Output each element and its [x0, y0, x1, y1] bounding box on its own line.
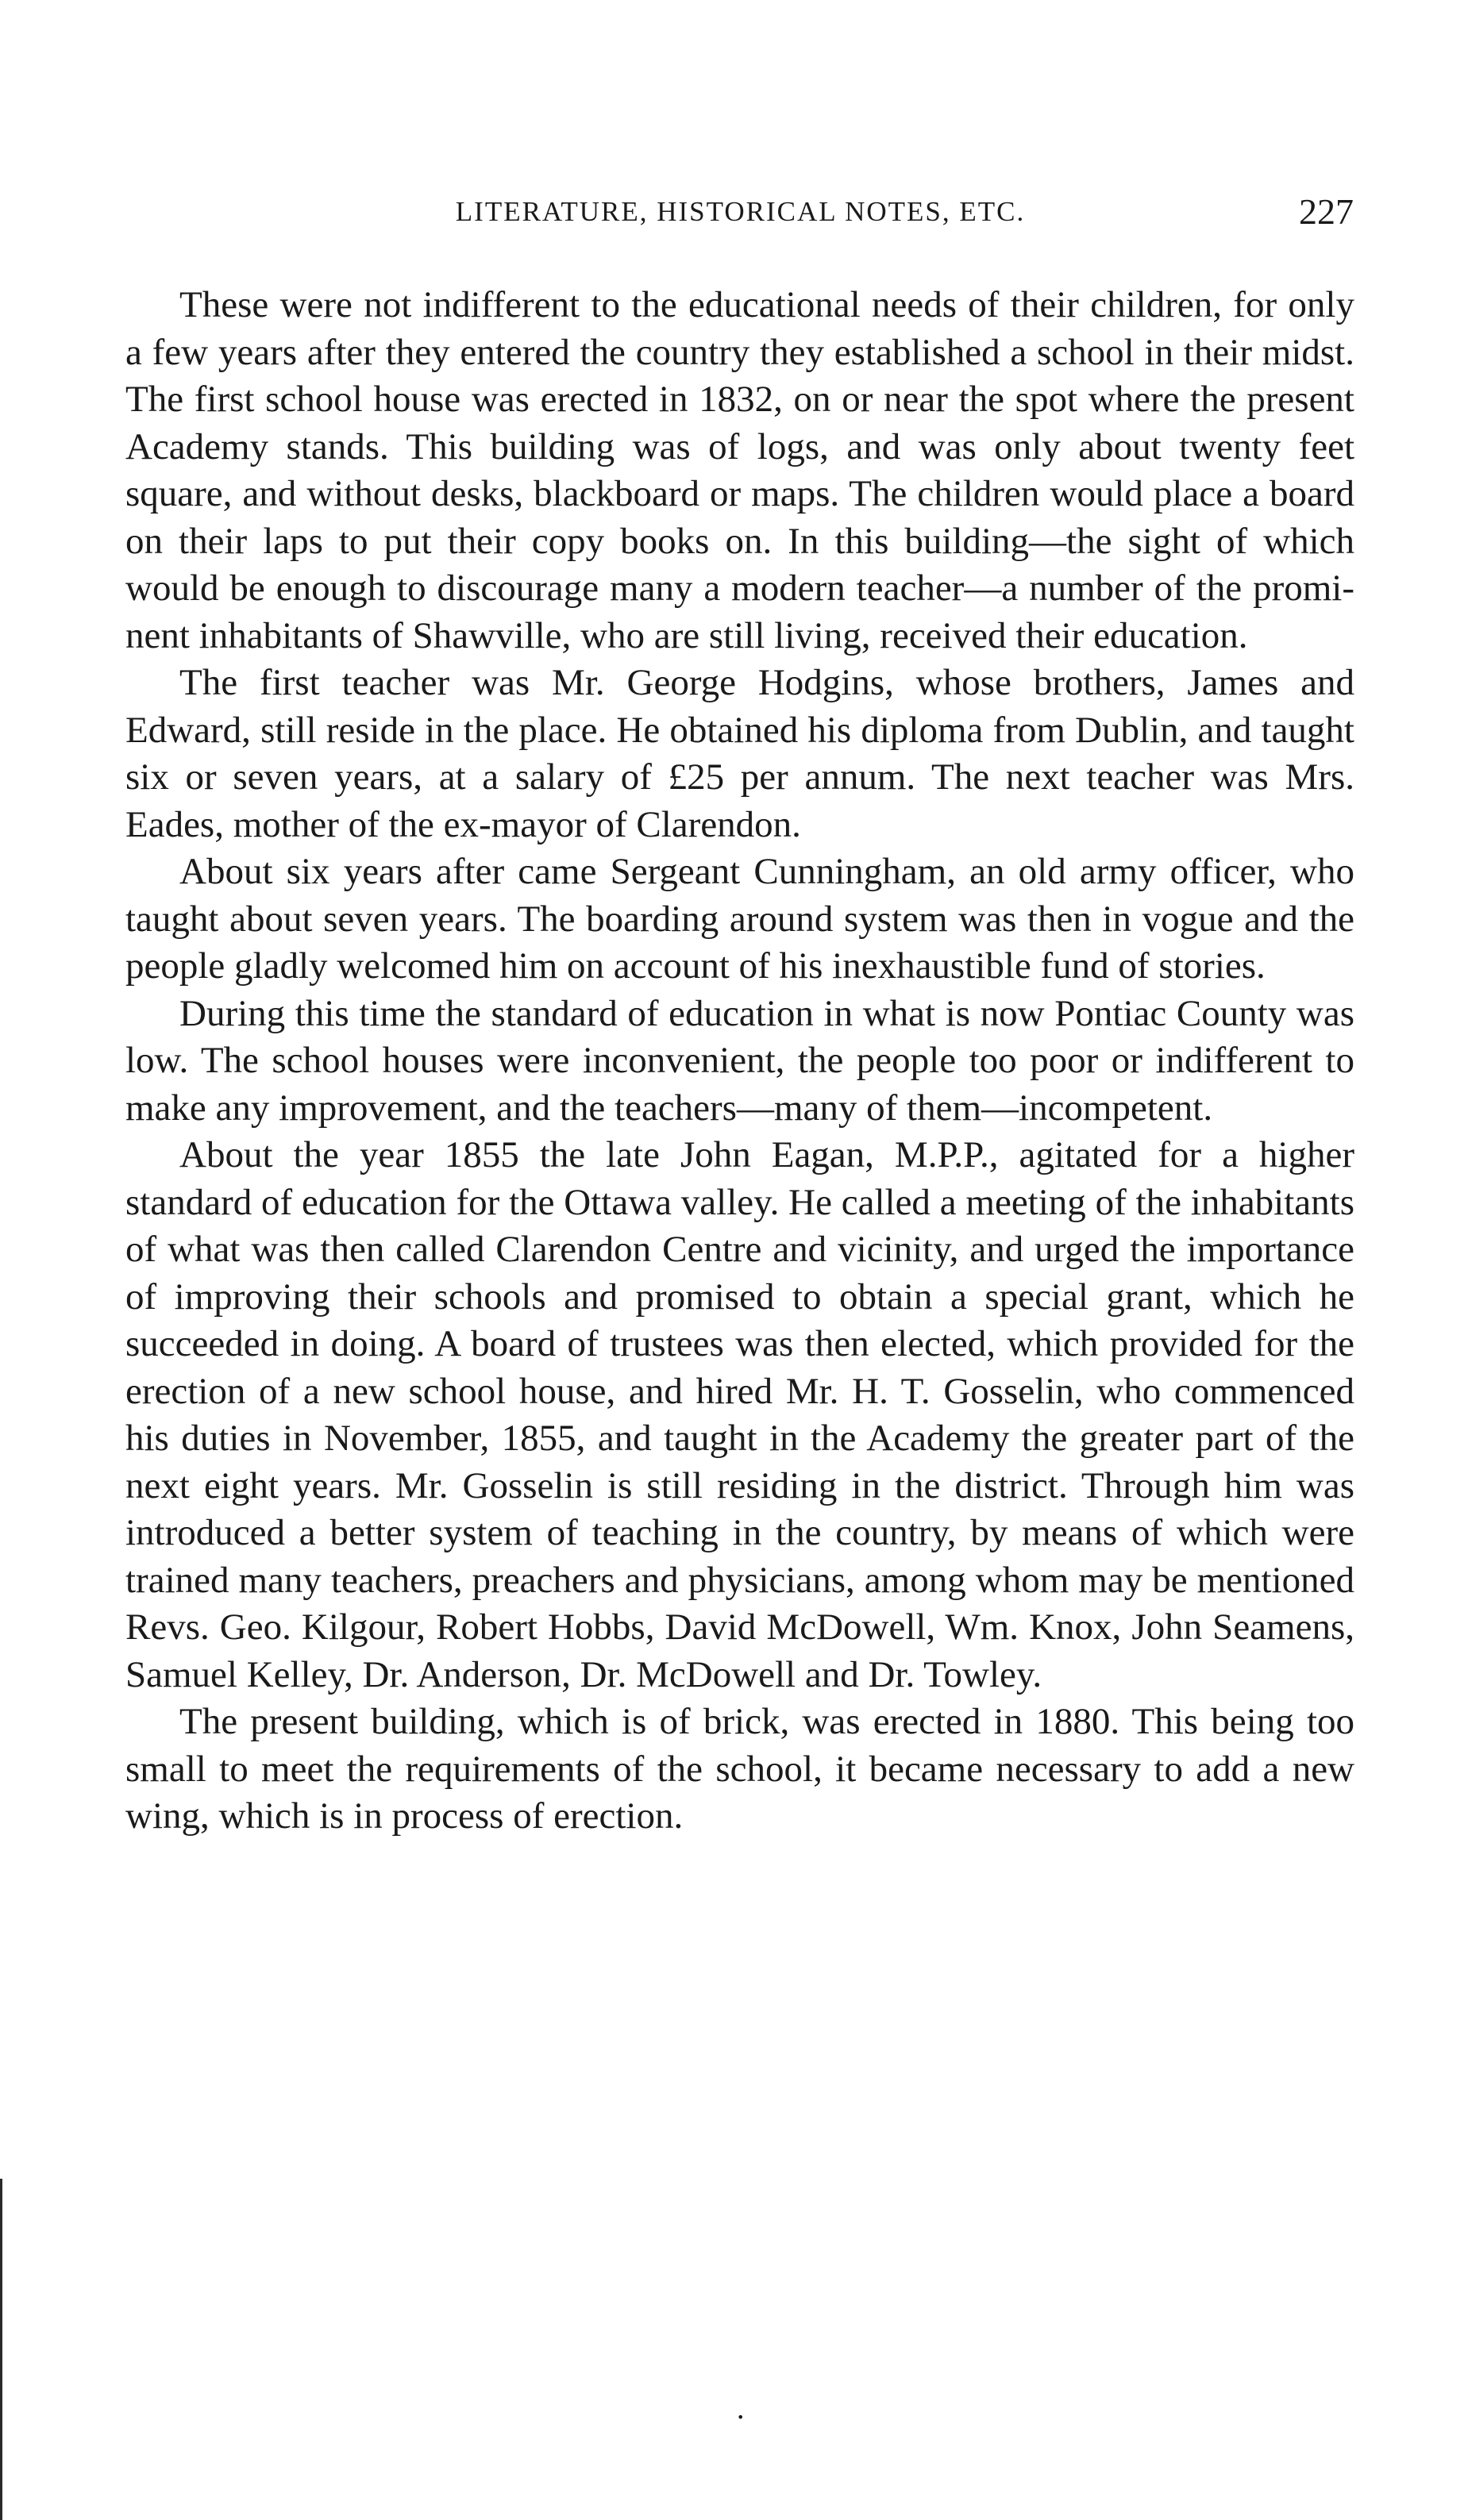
page-number: 227 — [1299, 191, 1354, 232]
ink-mark: • — [737, 2410, 745, 2425]
running-title: LITERATURE, HISTORICAL NOTES, ETC. — [455, 196, 1026, 227]
running-head — [127, 184, 1354, 240]
paragraph: These were not indifferent to the educational needs of their children, for only a few years after they entered the country they established a school in their midst. The first school house was erected in 1832, on or near the spot where the present Academy stands. This building was of logs, and was only about twenty feet square, and without desks, blackboard or maps. The children would place a board on their laps to put their copy books on. In this building—the sight of which would be enough to discourage many a modern teacher—a number of the prominent inhabitants of Shawville, who are still living, received their education. — [125, 284, 1354, 656]
paragraph: During this time the standard of education in what is now Pontiac County was low. The school houses were inconvenient, the people too poor or indifferent to make any improvement, and the teachers—many of them—incompetent. — [125, 992, 1354, 1129]
paragraph: About six years after came Sergeant Cunningham, an old army officer, who taught about seven years. The boarding around system was then in vogue and the people gladly welcomed him on account of his inexhaustible fund of stories. — [125, 851, 1354, 987]
body-text — [125, 282, 1354, 1841]
paragraph: The present building, which is of brick, was erected in 1880. This being too small to meet the requirements of the school, it became necessary to add a new wing, which is in process of erection. — [125, 1701, 1354, 1837]
paragraph: About the year 1855 the late John Eagan, M.P.P., agitated for a higher standard of education for the Ottawa valley. He called a meeting of the inhabitants of what was then called Clarendon Centre and vicinity, and urged the importance of improving their schools and promised to obtain a special grant, which he succeeded in doing. A board of trustees was then elected, which provided for the erection of a new school house, and hired Mr. H. T. Gosselin, who commenced his duties in November, 1855, and taught in the Academy the greater part of the next eight years. Mr. Gosselin is still residing in the district. Through him was introduced a better system of teaching in the country, by means of which were trained many teachers, preachers and physicians, among whom may be mentioned Revs. Geo. Kilgour, Robert Hobbs, David McDowell, Wm. Knox, John Seamens, Samuel Kelley, Dr. Anderson, Dr. McDowell and Dr. Towley. — [125, 1134, 1354, 1695]
paragraph: The first teacher was Mr. George Hodgins, whose brothers, James and Edward, still reside in the place. He obtained his diploma from Dublin, and taught six or seven years, at a salary of £25 per annum. The next teacher was Mrs. Eades, mother of the ex-mayor of Clarendon. — [125, 662, 1354, 845]
margin-scan-edge — [0, 2179, 2, 2520]
